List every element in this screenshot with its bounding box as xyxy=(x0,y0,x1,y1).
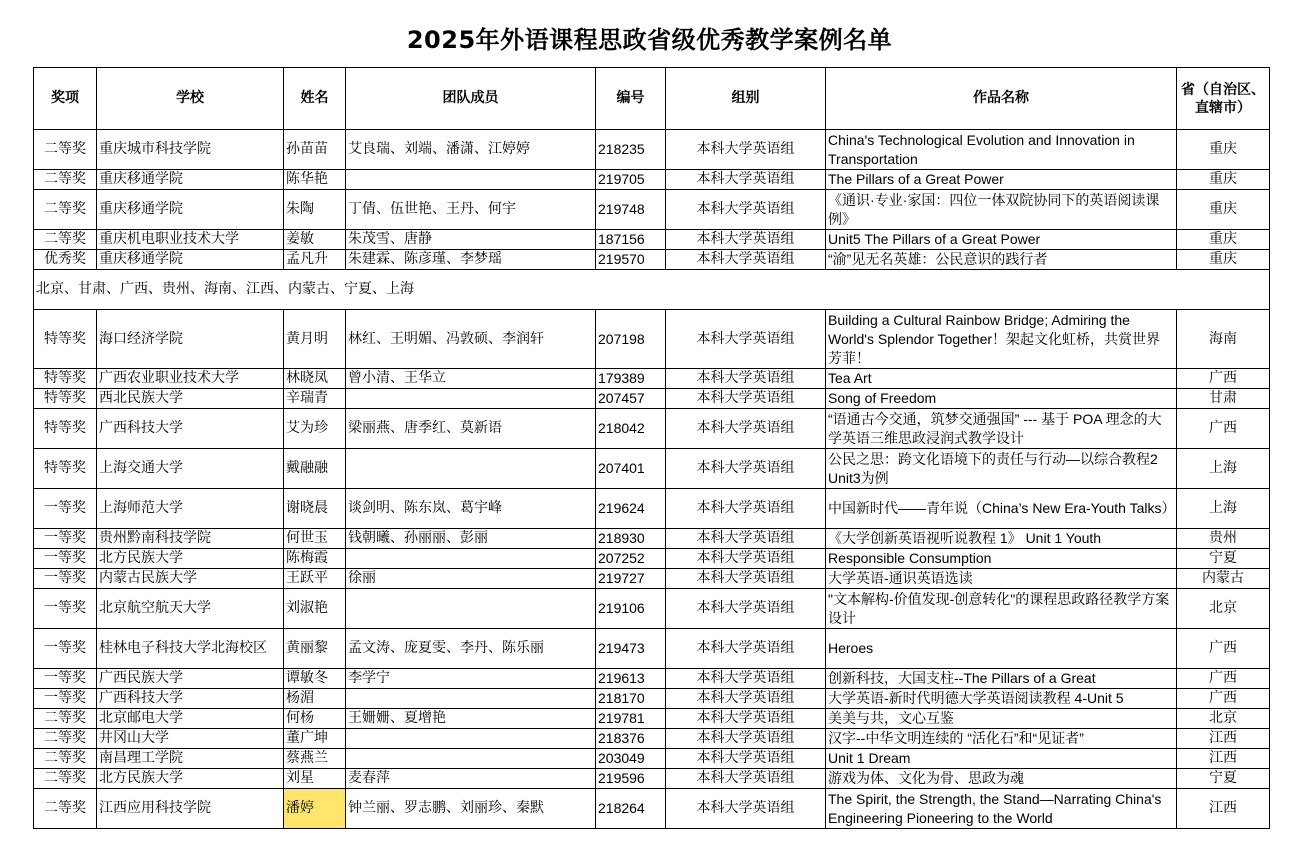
team-cell: 谈剑明、陈东岚、葛宇峰 xyxy=(346,489,596,529)
award-cell: 一等奖 xyxy=(34,489,97,529)
page-title: 2025年外语课程思政省级优秀教学案例名单 xyxy=(406,26,893,54)
school-cell: 重庆城市科技学院 xyxy=(97,130,284,170)
team-cell: 朱茂雪、唐静 xyxy=(346,230,596,250)
school-cell: 北方民族大学 xyxy=(97,549,284,569)
code-cell: 219748 xyxy=(596,190,666,230)
award-cell: 二等奖 xyxy=(34,190,97,230)
award-cell: 二等奖 xyxy=(34,130,97,170)
table-row xyxy=(34,789,1270,829)
school-cell: 北方民族大学 xyxy=(97,769,284,789)
province-cell: 江西 xyxy=(1177,729,1270,749)
group-cell: 本科大学英语组 xyxy=(666,409,826,449)
region-row xyxy=(34,270,1270,310)
table-row xyxy=(34,549,1270,569)
table-row xyxy=(34,310,1270,369)
school-cell: 广西民族大学 xyxy=(97,669,284,689)
province-cell: 广西 xyxy=(1177,629,1270,669)
work-title-cell: 中国新时代——青年说（China’s New Era-Youth Talks） xyxy=(826,489,1177,529)
award-cell: 二等奖 xyxy=(34,729,97,749)
header-name: 姓名 xyxy=(284,68,346,130)
code-cell: 219781 xyxy=(596,709,666,729)
code-cell: 218376 xyxy=(596,729,666,749)
table-row xyxy=(34,190,1270,230)
school-cell: 重庆移通学院 xyxy=(97,170,284,190)
award-table xyxy=(33,67,1270,829)
name-cell: 孟凡升 xyxy=(284,250,346,270)
code-cell: 219613 xyxy=(596,669,666,689)
team-cell xyxy=(346,729,596,749)
name-cell: 黄月明 xyxy=(284,310,346,369)
code-cell: 207252 xyxy=(596,549,666,569)
group-cell: 本科大学英语组 xyxy=(666,729,826,749)
table-row xyxy=(34,529,1270,549)
province-cell: 广西 xyxy=(1177,369,1270,389)
group-cell: 本科大学英语组 xyxy=(666,709,826,729)
table-row xyxy=(34,389,1270,409)
team-cell: 徐丽 xyxy=(346,569,596,589)
team-cell: 梁丽燕、唐季红、莫新语 xyxy=(346,409,596,449)
school-cell: 重庆移通学院 xyxy=(97,190,284,230)
work-title-cell: Responsible Consumption xyxy=(826,549,1177,569)
province-cell: 贵州 xyxy=(1177,529,1270,549)
work-title-cell: "文本解构-价值发现-创意转化"的课程思政路径教学方案设计 xyxy=(826,589,1177,629)
work-title-cell: Unit 1 Dream xyxy=(826,749,1177,769)
code-cell: 219473 xyxy=(596,629,666,669)
name-cell: 戴融融 xyxy=(284,449,346,489)
table-row xyxy=(34,369,1270,389)
school-cell: 海口经济学院 xyxy=(97,310,284,369)
team-cell xyxy=(346,170,596,190)
table-row xyxy=(34,170,1270,190)
name-cell: 陈梅霞 xyxy=(284,549,346,569)
award-cell: 二等奖 xyxy=(34,789,97,829)
group-cell: 本科大学英语组 xyxy=(666,170,826,190)
team-cell: 王姗姗、夏增艳 xyxy=(346,709,596,729)
work-title-cell: Tea Art xyxy=(826,369,1177,389)
table-row xyxy=(34,569,1270,589)
school-cell: 江西应用科技学院 xyxy=(97,789,284,829)
header-province: 省（自治区、直辖市） xyxy=(1177,68,1270,130)
work-title-cell: China's Technological Evolution and Innovation in Transportation xyxy=(826,130,1177,170)
province-cell: 江西 xyxy=(1177,749,1270,769)
team-cell xyxy=(346,549,596,569)
team-cell: 麦春萍 xyxy=(346,769,596,789)
province-cell: 重庆 xyxy=(1177,190,1270,230)
name-cell: 朱陶 xyxy=(284,190,346,230)
school-cell: 广西农业职业技术大学 xyxy=(97,369,284,389)
province-cell: 广西 xyxy=(1177,409,1270,449)
name-cell: 艾为珍 xyxy=(284,409,346,449)
award-cell: 一等奖 xyxy=(34,589,97,629)
work-title-cell: 《大学创新英语视听说教程 1》 Unit 1 Youth xyxy=(826,529,1177,549)
code-cell: 219705 xyxy=(596,170,666,190)
name-cell: 刘淑艳 xyxy=(284,589,346,629)
header-school: 学校 xyxy=(97,68,284,130)
award-cell: 特等奖 xyxy=(34,449,97,489)
school-cell: 井冈山大学 xyxy=(97,729,284,749)
team-cell: 林红、王明媚、冯敦硕、李润轩 xyxy=(346,310,596,369)
group-cell: 本科大学英语组 xyxy=(666,190,826,230)
province-cell: 广西 xyxy=(1177,669,1270,689)
group-cell: 本科大学英语组 xyxy=(666,769,826,789)
school-cell: 西北民族大学 xyxy=(97,389,284,409)
award-cell: 特等奖 xyxy=(34,369,97,389)
group-cell: 本科大学英语组 xyxy=(666,529,826,549)
group-cell: 本科大学英语组 xyxy=(666,310,826,369)
name-cell: 姜敏 xyxy=(284,230,346,250)
province-cell: 重庆 xyxy=(1177,170,1270,190)
province-cell: 广西 xyxy=(1177,689,1270,709)
name-cell: 孙苗苗 xyxy=(284,130,346,170)
table-row xyxy=(34,669,1270,689)
province-cell: 重庆 xyxy=(1177,130,1270,170)
code-cell: 218264 xyxy=(596,789,666,829)
province-cell: 北京 xyxy=(1177,709,1270,729)
name-cell: 蔡燕兰 xyxy=(284,749,346,769)
province-cell: 海南 xyxy=(1177,310,1270,369)
team-cell: 丁倩、伍世艳、王丹、何宇 xyxy=(346,190,596,230)
table-row xyxy=(34,449,1270,489)
team-cell xyxy=(346,749,596,769)
province-cell: 上海 xyxy=(1177,489,1270,529)
name-cell: 杨湄 xyxy=(284,689,346,709)
school-cell: 南昌理工学院 xyxy=(97,749,284,769)
award-cell: 二等奖 xyxy=(34,769,97,789)
table-row xyxy=(34,130,1270,170)
name-cell: 林晓凤 xyxy=(284,369,346,389)
header-team: 团队成员 xyxy=(346,68,596,130)
team-cell: 曾小清、王华立 xyxy=(346,369,596,389)
table-row xyxy=(34,749,1270,769)
award-cell: 二等奖 xyxy=(34,170,97,190)
name-cell: 董广坤 xyxy=(284,729,346,749)
team-cell: 钱朝曦、孙丽丽、彭丽 xyxy=(346,529,596,549)
work-title-cell: 汉字--中华文明连续的 “活化石”和“见证者” xyxy=(826,729,1177,749)
name-cell: 刘星 xyxy=(284,769,346,789)
code-cell: 207401 xyxy=(596,449,666,489)
header-group: 组别 xyxy=(666,68,826,130)
team-cell xyxy=(346,589,596,629)
school-cell: 广西科技大学 xyxy=(97,689,284,709)
award-cell: 一等奖 xyxy=(34,569,97,589)
award-cell: 特等奖 xyxy=(34,310,97,369)
work-title-cell: 公民之思：跨文化语境下的责任与行动—以综合教程2 Unit3为例 xyxy=(826,449,1177,489)
table-row xyxy=(34,589,1270,629)
code-cell: 207457 xyxy=(596,389,666,409)
group-cell: 本科大学英语组 xyxy=(666,489,826,529)
name-cell: 潘婷 xyxy=(284,789,346,829)
school-cell: 桂林电子科技大学北海校区 xyxy=(97,629,284,669)
work-title-cell: 游戏为体、文化为骨、思政为魂 xyxy=(826,769,1177,789)
work-title-cell: Heroes xyxy=(826,629,1177,669)
group-cell: 本科大学英语组 xyxy=(666,369,826,389)
school-cell: 上海师范大学 xyxy=(97,489,284,529)
header-code: 编号 xyxy=(596,68,666,130)
award-cell: 二等奖 xyxy=(34,749,97,769)
team-cell xyxy=(346,389,596,409)
code-cell: 219570 xyxy=(596,250,666,270)
table-row xyxy=(34,729,1270,749)
group-cell: 本科大学英语组 xyxy=(666,629,826,669)
province-cell: 江西 xyxy=(1177,789,1270,829)
table-row xyxy=(34,629,1270,669)
work-title-cell: 《通识·专业·家国：四位一体双院协同下的英语阅读课例》 xyxy=(826,190,1177,230)
table-row xyxy=(34,709,1270,729)
school-cell: 贵州黔南科技学院 xyxy=(97,529,284,549)
name-cell: 黄丽黎 xyxy=(284,629,346,669)
work-title-cell: 大学英语-新时代明德大学英语阅读教程 4-Unit 5 xyxy=(826,689,1177,709)
work-title-cell: 美美与共，文心互鉴 xyxy=(826,709,1177,729)
award-cell: 二等奖 xyxy=(34,709,97,729)
name-cell: 谭敏冬 xyxy=(284,669,346,689)
work-title-cell: “渝”见无名英雄：公民意识的践行者 xyxy=(826,250,1177,270)
team-cell xyxy=(346,689,596,709)
name-cell: 谢晓晨 xyxy=(284,489,346,529)
school-cell: 上海交通大学 xyxy=(97,449,284,489)
name-cell: 何杨 xyxy=(284,709,346,729)
table-row xyxy=(34,250,1270,270)
province-cell: 北京 xyxy=(1177,589,1270,629)
group-cell: 本科大学英语组 xyxy=(666,549,826,569)
code-cell: 179389 xyxy=(596,369,666,389)
table-row xyxy=(34,489,1270,529)
code-cell: 219727 xyxy=(596,569,666,589)
region-label: 北京、甘肃、广西、贵州、海南、江西、内蒙古、宁夏、上海 xyxy=(34,270,1270,310)
code-cell: 218170 xyxy=(596,689,666,709)
work-title-cell: Song of Freedom xyxy=(826,389,1177,409)
team-cell: 孟文涛、庞夏雯、李丹、陈乐丽 xyxy=(346,629,596,669)
group-cell: 本科大学英语组 xyxy=(666,789,826,829)
group-cell: 本科大学英语组 xyxy=(666,449,826,489)
table-row xyxy=(34,689,1270,709)
work-title-cell: “语通古今交通，筑梦交通强国” --- 基于 POA 理念的大学英语三维思政浸润式教学设计 xyxy=(826,409,1177,449)
province-cell: 上海 xyxy=(1177,449,1270,489)
school-cell: 内蒙古民族大学 xyxy=(97,569,284,589)
team-cell: 艾良瑞、刘端、潘潇、江婷婷 xyxy=(346,130,596,170)
group-cell: 本科大学英语组 xyxy=(666,230,826,250)
group-cell: 本科大学英语组 xyxy=(666,130,826,170)
code-cell: 219596 xyxy=(596,769,666,789)
team-cell: 李学宁 xyxy=(346,669,596,689)
work-title-cell: 大学英语-通识英语选读 xyxy=(826,569,1177,589)
award-cell: 特等奖 xyxy=(34,409,97,449)
province-cell: 重庆 xyxy=(1177,230,1270,250)
school-cell: 重庆机电职业技术大学 xyxy=(97,230,284,250)
table-row xyxy=(34,230,1270,250)
code-cell: 187156 xyxy=(596,230,666,250)
award-cell: 一等奖 xyxy=(34,549,97,569)
code-cell: 218930 xyxy=(596,529,666,549)
code-cell: 203049 xyxy=(596,749,666,769)
group-cell: 本科大学英语组 xyxy=(666,589,826,629)
province-cell: 甘肃 xyxy=(1177,389,1270,409)
work-title-cell: 创新科技，大国支柱--The Pillars of a Great xyxy=(826,669,1177,689)
work-title-cell: The Spirit, the Strength, the Stand—Narrating China's Engineering Pioneering to the World xyxy=(826,789,1177,829)
team-cell: 钟兰丽、罗志鹏、刘丽珍、秦默 xyxy=(346,789,596,829)
code-cell: 219106 xyxy=(596,589,666,629)
table-row xyxy=(34,409,1270,449)
code-cell: 207198 xyxy=(596,310,666,369)
school-cell: 北京航空航天大学 xyxy=(97,589,284,629)
award-cell: 一等奖 xyxy=(34,629,97,669)
header-work: 作品名称 xyxy=(826,68,1177,130)
award-cell: 一等奖 xyxy=(34,689,97,709)
code-cell: 218042 xyxy=(596,409,666,449)
award-cell: 优秀奖 xyxy=(34,250,97,270)
name-cell: 辛瑞青 xyxy=(284,389,346,409)
province-cell: 内蒙古 xyxy=(1177,569,1270,589)
work-title-cell: Unit5 The Pillars of a Great Power xyxy=(826,230,1177,250)
name-cell: 王跃平 xyxy=(284,569,346,589)
work-title-cell: Building a Cultural Rainbow Bridge; Admiring the World's Splendor Together！架起文化虹桥，共赏世界芳菲！ xyxy=(826,310,1177,369)
province-cell: 宁夏 xyxy=(1177,549,1270,569)
group-cell: 本科大学英语组 xyxy=(666,669,826,689)
award-cell: 一等奖 xyxy=(34,669,97,689)
province-cell: 重庆 xyxy=(1177,250,1270,270)
code-cell: 219624 xyxy=(596,489,666,529)
table-row xyxy=(34,769,1270,789)
team-cell xyxy=(346,449,596,489)
group-cell: 本科大学英语组 xyxy=(666,250,826,270)
code-cell: 218235 xyxy=(596,130,666,170)
school-cell: 北京邮电大学 xyxy=(97,709,284,729)
school-cell: 广西科技大学 xyxy=(97,409,284,449)
award-cell: 特等奖 xyxy=(34,389,97,409)
award-cell: 一等奖 xyxy=(34,529,97,549)
province-cell: 宁夏 xyxy=(1177,769,1270,789)
name-cell: 何世玉 xyxy=(284,529,346,549)
group-cell: 本科大学英语组 xyxy=(666,569,826,589)
name-cell: 陈华艳 xyxy=(284,170,346,190)
school-cell: 重庆移通学院 xyxy=(97,250,284,270)
team-cell: 朱建霖、陈彦瑾、李梦瑶 xyxy=(346,250,596,270)
header-row xyxy=(34,68,1270,130)
award-cell: 二等奖 xyxy=(34,230,97,250)
work-title-cell: The Pillars of a Great Power xyxy=(826,170,1177,190)
group-cell: 本科大学英语组 xyxy=(666,389,826,409)
group-cell: 本科大学英语组 xyxy=(666,689,826,709)
group-cell: 本科大学英语组 xyxy=(666,749,826,769)
header-award: 奖项 xyxy=(34,68,97,130)
